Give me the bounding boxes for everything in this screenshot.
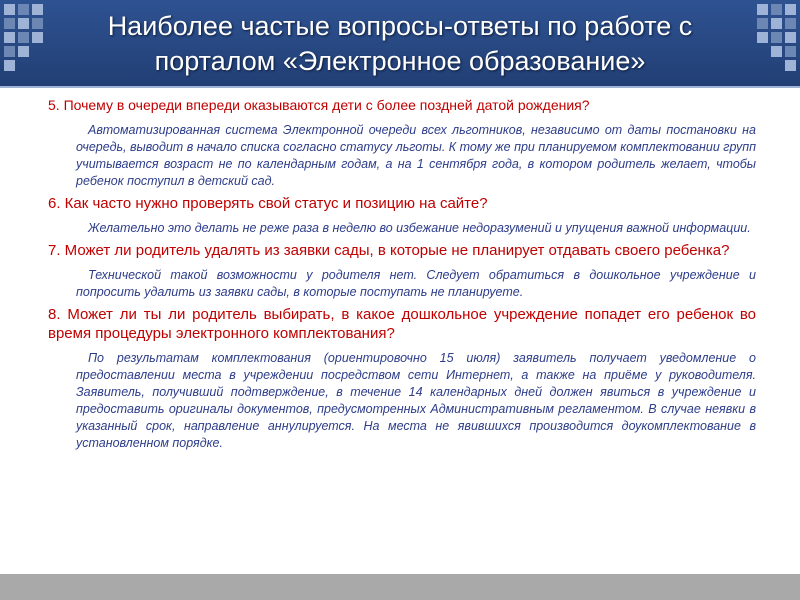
slide-footer-bar [0,574,800,600]
faq-list [48,96,756,456]
header-divider [0,86,800,88]
decorative-squares-left [0,0,64,86]
faq-answer: Технической такой возможности у родителя нет. Следует обратиться в дошкольное учреждение и попросить удалить из заявки сады, в которые поступать не планируете. [76,268,756,299]
faq-question: 6. Как часто нужно проверять свой статус и позицию на сайте? [48,195,488,212]
slide-title: Наиболее частые вопросы-ответы по работе с порталом «Электронное образование» [107,11,693,76]
slide-header [0,0,800,86]
faq-question: 7. Может ли родитель удалять из заявки сады, в которые не планирует отдавать своего ребенка? [48,242,730,259]
faq-answer: Желательно это делать не реже раза в неделю во избежание недоразумений и упущения важной информации. [88,221,751,235]
faq-answer: По результатам комплектования (ориентировочно 15 июля) заявитель получает уведомление о предоставлении места в учреждении посредством сети Интернет, а также на приёме у руководителя. Заявитель, получивший подтверждение, в течение 14 календарных дней должен явиться в учреждение и предоставить оригиналы документов, предусмотренных Административным регламентом. В случае неявки в указанный срок, направление аннулируется. На места не явившихся производится доукомплектование в установленном порядке. [76,351,756,450]
faq-answer: Автоматизированная система Электронной очереди всех льготников, независимо от даты постановки на очередь, выводит в начало списка согласно статусу льготы. К тому же при планируемом комплектовании групп учитывается возраст не по календарным годам, а на 1 сентября года, в котором родитель желает, чтобы ребенок поступил в детский сад. [76,123,756,188]
faq-item [48,194,756,237]
decorative-squares-right [736,0,800,86]
faq-question: 8. Может ли ты ли родитель выбирать, в какое дошкольное учреждение попадет его ребенок во время процедуры электронного комплектования? [48,306,756,342]
faq-item [48,241,756,301]
faq-question: 5. Почему в очереди впереди оказываются дети с более поздней датой рождения? [48,97,590,113]
faq-item [48,305,756,452]
faq-item [48,96,756,190]
